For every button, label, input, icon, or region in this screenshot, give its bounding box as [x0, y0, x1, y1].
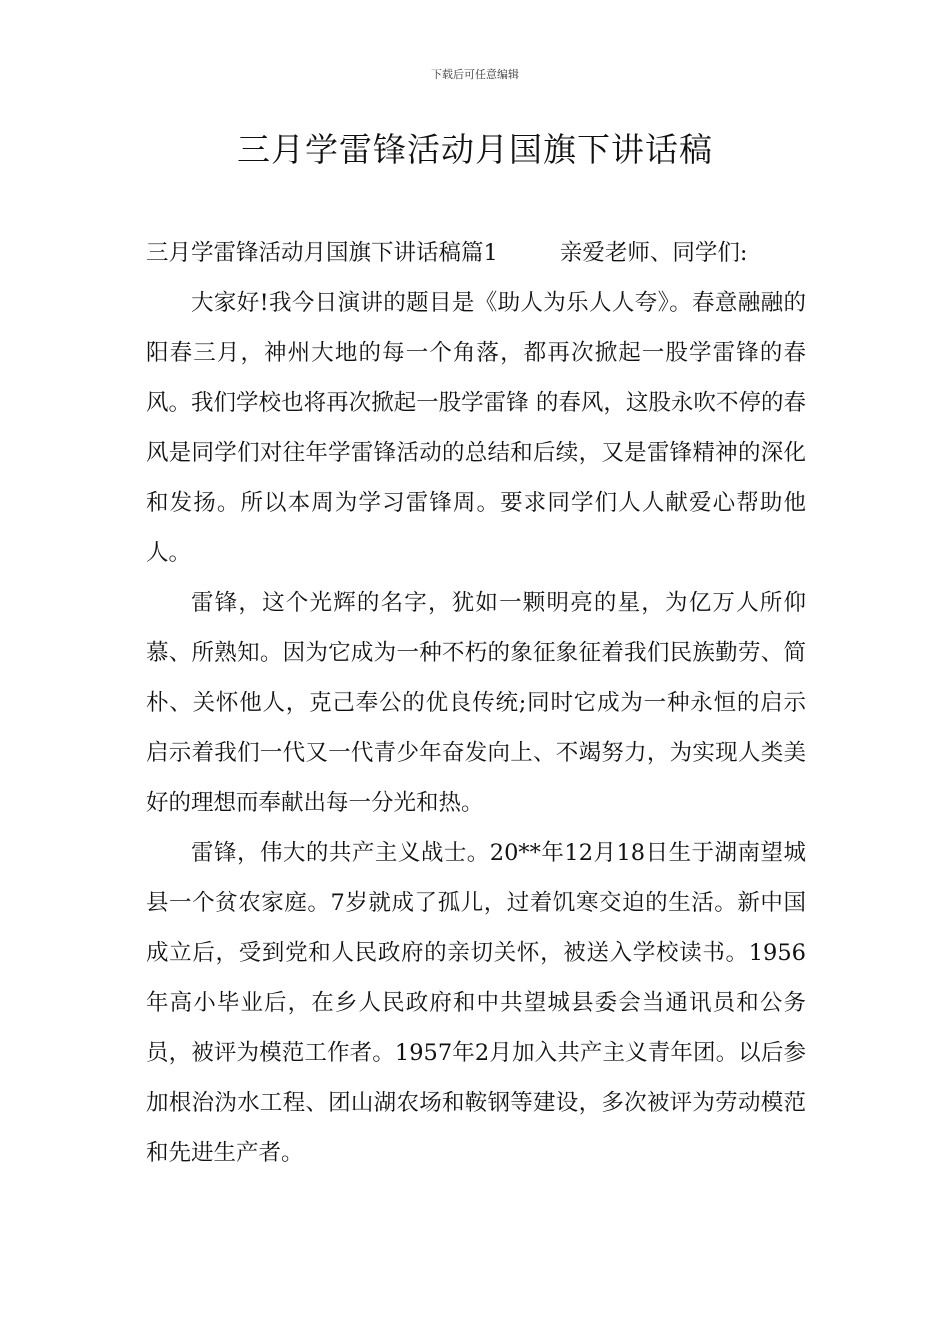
first-line [146, 228, 806, 278]
salutation: 亲爱老师、同学们: [559, 240, 748, 266]
paragraph-1: 大家好!我今日演讲的题目是《助人为乐人人夸》。春意融融的阳春三月，神州大地的每一个角落，都再次掀起一股学雷锋的春风。我们学校也将再次掀起一股学雷锋 的春风，这股永吹不停的春风是同学们对往年学雷锋活动的总结和后续，又是雷锋精神的深化和发扬。所以本周为学习雷锋周。要求同学们人人献爱心帮助他人。 [146, 290, 806, 566]
section-heading: 三月学雷锋活动月国旗下讲话稿篇1 [146, 240, 498, 266]
paragraph-2: 雷锋，这个光辉的名字，犹如一颗明亮的星，为亿万人所仰慕、所熟知。因为它成为一种不朽的象征象征着我们民族勤劳、简朴、关怀他人，克己奉公的优良传统;同时它成为一种永恒的启示启示着我们一代又一代青少年奋发向上、不竭努力，为实现人类美好的理想而奉献出每一分光和热。 [146, 590, 806, 816]
document-body [146, 228, 806, 1178]
document-title: 三月学雷锋活动月国旗下讲话稿 [237, 130, 713, 169]
paragraph-3: 雷锋，伟大的共产主义战士。20**年12月18日生于湖南望城县一个贫农家庭。7岁就成了孤儿，过着饥寒交迫的生活。新中国成立后，受到党和人民政府的亲切关怀，被送入学校读书。1956年高小毕业后，在乡人民政府和中共望城县委会当通讯员和公务员，被评为模范工作者。1957年2月加入共产主义青年团。以后参加根治沩水工程、团山湖农场和鞍钢等建设，多次被评为劳动模范和先进生产者。 [146, 840, 806, 1166]
header-note: 下载后可任意编辑 [431, 68, 519, 81]
